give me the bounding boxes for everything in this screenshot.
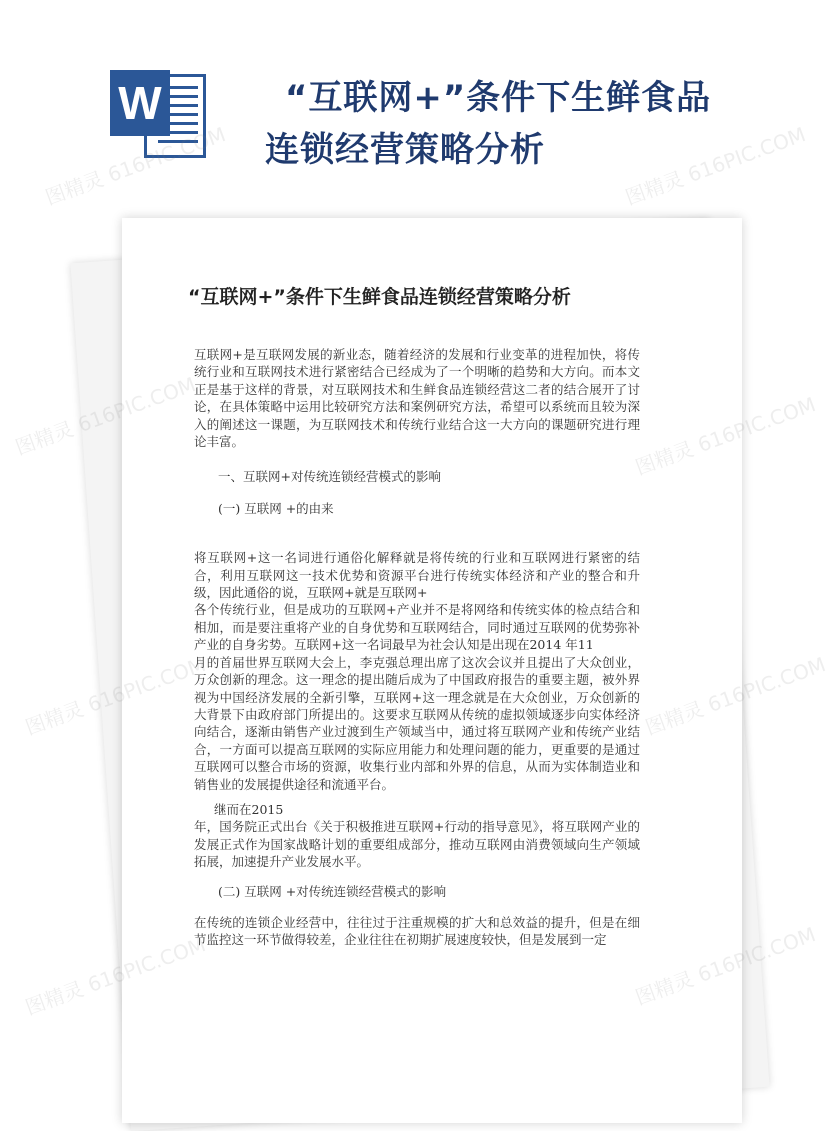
document-page <box>122 218 742 1123</box>
document-title: “互联网+”条件下生鲜食品连锁经营策略分析 <box>188 286 571 308</box>
paragraph-body-5: 年，国务院正式出台《关于积极推进互联网+行动的指导意见》，将互联网产业的发展正式作为国家战略计划的重要组成部分，推动互联网由消费领域向生产领域拓展，加速提升产业发展水平。 <box>194 819 640 870</box>
watermark: 图精灵 <box>12 416 77 460</box>
paragraph-body-6: 在传统的连锁企业经营中，往往过于注重规模的扩大和总效益的提升，但是在细节监控这一环节做得较差，企业往往在初期扩展速度较快，但是发展到一定 <box>194 914 640 948</box>
watermark: 616PIC.COM <box>704 652 829 717</box>
heading-section-1: 一、互联网+对传统连锁经营模式的影响 <box>218 469 441 485</box>
preview-title-line1: “互联网+”条件下生鲜食品 <box>285 78 712 118</box>
watermark: 图精灵 <box>22 696 87 740</box>
watermark: 图精灵 616PIC.COM <box>22 932 209 1020</box>
watermark: 616PIC.COM <box>694 392 819 457</box>
heading-subsection-2: (二) 互联网 +对传统连锁经营模式的影响 <box>218 883 447 899</box>
preview-title-line2: 连锁经营策略分析 <box>265 130 545 170</box>
paragraph-body-3: 月的首届世界互联网大会上，李克强总理出席了这次会议并且提出了大众创业，万众创新的理念。这一理念的提出随后成为了中国政府报告的重要主题，被外界视为中国经济发展的全新引擎，互联网+这一理念就是在大众创业，万众创新的大背景下由政府部门所提出的。这要求互联网从传统的虚拟领域逐步向实体经济向结合，逐渐由销售产业过渡到生产领域当中，通过将互联网产业和传统产业结合，一方面可以提高互联网的实际应用能力和处理问题的能力，更重要的是通过互联网可以整合市场的资源，收集行业内部和外界的信息，从而为实体制造业和销售业的发展提供途径和流通平台。 <box>194 654 640 792</box>
paragraph-body-4: 继而在2015 <box>214 801 284 817</box>
paragraph-body-2: 各个传统行业，但是成功的互联网+产业并不是将网络和传统实体的检点结合和相加，而是要注重将产业的自身优势和互联网结合，同时通过互联网的优势弥补产业的自身劣势。互联网+这一名词最早为社会认知是出现在2014 年11 <box>194 602 640 653</box>
document-body <box>194 346 640 949</box>
heading-subsection-1: (一) 互联网 +的由来 <box>218 500 334 516</box>
word-icon-letter: W <box>110 70 170 136</box>
word-icon <box>110 70 210 160</box>
preview-header <box>0 0 800 210</box>
paragraph-abstract: 互联网+是互联网发展的新业态，随着经济的发展和行业变革的进程加快，将传统行业和互联网技术进行紧密结合已经成为了一个明晰的趋势和大方向。而本文正是基于这样的背景，对互联网技术和生鲜食品连锁经营这二者的结合展开了讨论，在具体策略中运用比较研究方法和案例研究方法，希望可以系统而且较为深入的阐述这一课题，为互联网技术和传统行业结合这一大方向的课题研究进行理论丰富。 <box>194 347 640 450</box>
watermark: 图精灵 616PIC.COM <box>42 122 229 210</box>
watermark: 图精灵 616PIC.COM <box>622 122 809 210</box>
preview-title <box>265 72 785 176</box>
paragraph-body-1: 将互联网+这一名词进行通俗化解释就是将传统的行业和互联网进行紧密的结合，利用互联网这一技术优势和资源平台进行传统实体经济和产业的整合和升级，因此通俗的说，互联网+就是互联网+ <box>194 550 640 601</box>
